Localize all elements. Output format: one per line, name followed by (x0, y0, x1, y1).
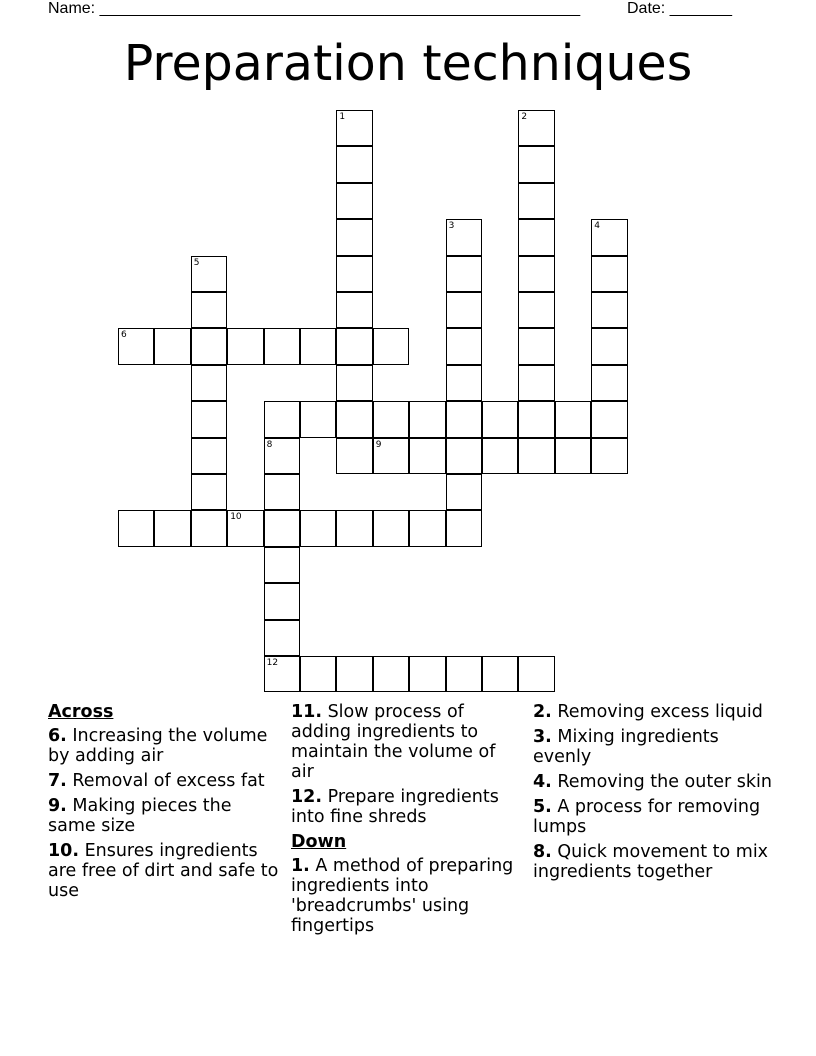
grid-cell[interactable] (336, 256, 372, 292)
grid-cell[interactable] (555, 438, 591, 474)
clue-across-6 (48, 726, 280, 766)
grid-cell[interactable] (300, 510, 336, 546)
clue-text: Slow process of adding ingredients to maintain the volume of air (291, 702, 496, 782)
grid-cell[interactable] (336, 401, 372, 437)
clue-number: 10. (48, 841, 80, 861)
grid-cell[interactable] (482, 438, 518, 474)
grid-cell[interactable] (336, 438, 372, 474)
grid-cell[interactable] (191, 438, 227, 474)
across-heading: Across (48, 702, 114, 722)
grid-cell[interactable] (446, 292, 482, 328)
grid-cell[interactable] (264, 620, 300, 656)
grid-cell[interactable] (518, 438, 554, 474)
grid-cell[interactable] (264, 656, 300, 692)
cell-number: 4 (594, 221, 600, 232)
grid-cell[interactable] (482, 401, 518, 437)
clue-number: 3. (533, 727, 552, 747)
grid-cell[interactable] (591, 292, 627, 328)
clue-down-8 (533, 842, 773, 882)
grid-cell[interactable] (555, 401, 591, 437)
grid-cell[interactable] (591, 219, 627, 255)
clue-number: 9. (48, 796, 67, 816)
clue-text: Quick movement to mix ingredients together (533, 842, 769, 882)
clue-number: 5. (533, 797, 552, 817)
cell-number: 9 (375, 439, 382, 450)
grid-cell[interactable] (336, 183, 372, 219)
clue-text: A process for removing lumps (533, 797, 761, 837)
grid-cell[interactable] (300, 328, 336, 364)
grid-cell[interactable] (446, 656, 482, 692)
clue-number: 11. (291, 702, 323, 722)
clue-number: 4. (533, 772, 552, 792)
grid-cell[interactable] (336, 328, 372, 364)
clue-across-11 (291, 702, 523, 782)
grid-cell[interactable] (518, 328, 554, 364)
clue-text: A method of preparing ingredients into 'breadcrumbs' using fingertips (291, 856, 514, 936)
clue-text: Increasing the volume by adding air (48, 726, 268, 766)
grid-cell[interactable] (482, 656, 518, 692)
clue-text: Removing the outer skin (551, 772, 772, 792)
grid-cell[interactable] (373, 438, 409, 474)
grid-cell[interactable] (191, 256, 227, 292)
grid-cell[interactable] (373, 510, 409, 546)
grid-cell[interactable] (191, 365, 227, 401)
clue-number: 1. (291, 856, 310, 876)
grid-cell[interactable] (336, 365, 372, 401)
grid-cell[interactable] (409, 438, 445, 474)
grid-cell[interactable] (300, 656, 336, 692)
clue-number: 6. (48, 726, 67, 746)
cell-number: 12 (266, 658, 279, 668)
cell-number: 3 (448, 221, 455, 232)
grid-cell[interactable] (191, 292, 227, 328)
grid-cell[interactable] (264, 438, 300, 474)
grid-cell[interactable] (591, 256, 627, 292)
grid-cell[interactable] (118, 328, 154, 364)
grid-cell[interactable] (227, 328, 263, 364)
grid-cell[interactable] (409, 510, 445, 546)
clue-column-2 (291, 702, 523, 941)
date-field-line: Date: _______ (627, 0, 732, 17)
grid-cell[interactable] (446, 510, 482, 546)
grid-cell[interactable] (446, 438, 482, 474)
grid-cell[interactable] (591, 365, 627, 401)
grid-cell[interactable] (264, 583, 300, 619)
clue-text: Removal of excess fat (66, 771, 265, 791)
grid-cell[interactable] (373, 401, 409, 437)
grid-cell[interactable] (191, 510, 227, 546)
cell-number: 5 (193, 257, 200, 268)
grid-cell[interactable] (591, 401, 627, 437)
grid-cell[interactable] (264, 328, 300, 364)
grid-cell[interactable] (191, 401, 227, 437)
clue-down-2 (533, 702, 773, 722)
grid-cell[interactable] (264, 474, 300, 510)
cell-number: 1 (339, 112, 346, 122)
grid-cell[interactable] (518, 401, 554, 437)
clue-number: 8. (533, 842, 552, 862)
grid-cell[interactable] (409, 656, 445, 692)
grid-cell[interactable] (518, 146, 554, 182)
grid-cell[interactable] (373, 656, 409, 692)
grid-cell[interactable] (336, 510, 372, 546)
cell-number: 2 (521, 112, 528, 122)
grid-cell[interactable] (154, 328, 190, 364)
clue-across-9 (48, 796, 280, 836)
page-title: Preparation techniques (123, 35, 693, 92)
down-heading: Down (291, 832, 347, 852)
clue-number: 2. (533, 702, 552, 722)
grid-cell[interactable] (264, 547, 300, 583)
clue-down-1 (291, 856, 523, 936)
cell-number: 8 (266, 439, 273, 450)
grid-cell[interactable] (336, 656, 372, 692)
clue-across-12 (291, 787, 523, 827)
grid-cell[interactable] (336, 146, 372, 182)
clue-column-3 (533, 702, 773, 887)
clue-text: Prepare ingredients into fine shreds (291, 787, 499, 827)
name-field-line: Name: ______________________________________________________ (48, 0, 581, 17)
clue-across-7 (48, 771, 280, 791)
grid-cell[interactable] (518, 110, 554, 146)
grid-cell[interactable] (336, 110, 372, 146)
grid-cell[interactable] (446, 256, 482, 292)
clue-text: Making pieces the same size (48, 796, 232, 836)
grid-cell[interactable] (409, 401, 445, 437)
grid-cell[interactable] (300, 401, 336, 437)
clue-column-1 (48, 702, 280, 906)
grid-cell[interactable] (591, 438, 627, 474)
grid-cell[interactable] (446, 328, 482, 364)
clue-number: 7. (48, 771, 67, 791)
grid-cell[interactable] (373, 328, 409, 364)
grid-cell[interactable] (227, 510, 263, 546)
clue-text: Mixing ingredients evenly (533, 727, 719, 767)
grid-cell[interactable] (264, 401, 300, 437)
grid-cell[interactable] (518, 365, 554, 401)
grid-cell[interactable] (518, 656, 554, 692)
grid-cell[interactable] (446, 219, 482, 255)
grid-cell[interactable] (264, 510, 300, 546)
grid-cell[interactable] (518, 256, 554, 292)
clue-across-10 (48, 841, 280, 901)
grid-cell[interactable] (518, 183, 554, 219)
clue-number: 12. (291, 787, 323, 807)
grid-cell[interactable] (336, 292, 372, 328)
clue-down-3 (533, 727, 773, 767)
clue-text: Removing excess liquid (551, 702, 763, 722)
grid-cell[interactable] (591, 328, 627, 364)
clue-down-4 (533, 772, 773, 792)
grid-cell[interactable] (191, 328, 227, 364)
clue-text: Ensures ingredients are free of dirt and safe to use (48, 841, 279, 901)
grid-cell[interactable] (446, 365, 482, 401)
grid-cell[interactable] (518, 292, 554, 328)
grid-cell[interactable] (118, 510, 154, 546)
cell-number: 6 (121, 330, 127, 341)
cell-number: 10 (230, 512, 242, 523)
clue-down-5 (533, 797, 773, 837)
grid-cell[interactable] (191, 474, 227, 510)
grid-cell[interactable] (336, 219, 372, 255)
grid-cell[interactable] (518, 219, 554, 255)
grid-cell[interactable] (154, 510, 190, 546)
grid-cell[interactable] (446, 401, 482, 437)
grid-cell[interactable] (446, 474, 482, 510)
